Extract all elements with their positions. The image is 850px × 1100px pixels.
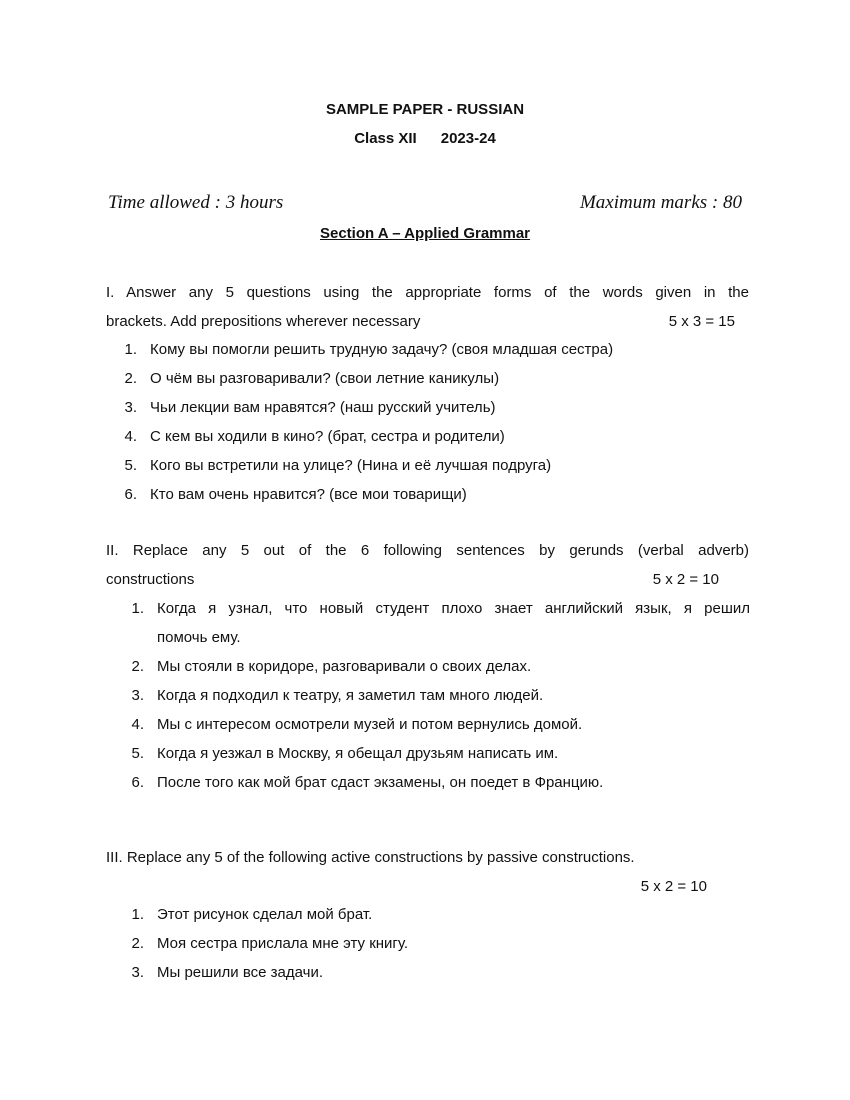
list-item — [113, 480, 753, 509]
question-3-marks: 5 x 2 = 10 — [640, 878, 707, 895]
question-1-line-1: I. Answer any 5 questions using the appropriate forms of the words given in the — [106, 284, 749, 301]
question-3-instructions — [106, 843, 749, 901]
item-text: Моя сестра прислала мне эту книгу. — [157, 935, 409, 952]
paper-title: SAMPLE PAPER - RUSSIAN — [325, 101, 525, 118]
list-item — [120, 710, 750, 739]
item-number: 6. — [124, 486, 137, 503]
item-number: 4. — [124, 428, 137, 445]
item-number: 4. — [131, 716, 144, 733]
question-2-instructions — [106, 536, 749, 594]
question-2-marks: 5 x 2 = 10 — [652, 571, 719, 588]
class-label: Class XII — [354, 130, 417, 147]
list-item — [113, 451, 753, 480]
item-text: Мы стояли в коридоре, разговаривали о своих делах. — [157, 658, 532, 675]
list-item — [120, 652, 750, 681]
item-number: 2. — [131, 658, 144, 675]
item-text — [157, 594, 750, 652]
item-number: 2. — [131, 935, 144, 952]
item-number: 5. — [124, 457, 137, 474]
item-number: 5. — [131, 745, 144, 762]
item-text-line-2: помочь ему. — [157, 629, 241, 646]
list-item — [120, 768, 750, 797]
year-label: 2023-24 — [440, 130, 496, 147]
item-text: Когда я уезжал в Москву, я обещал друзьям написать им. — [157, 745, 559, 762]
item-number: 1. — [124, 341, 137, 358]
item-text: О чём вы разговаривали? (свои летние каникулы) — [150, 370, 500, 387]
item-text: Мы с интересом осмотрели музей и потом вернулись домой. — [157, 716, 583, 733]
item-number: 1. — [131, 600, 144, 617]
question-3-marks-line — [106, 872, 749, 901]
item-text: Мы решили все задачи. — [157, 964, 323, 981]
section-a-heading: Section A – Applied Grammar — [319, 225, 531, 242]
item-text: После того как мой брат сдаст экзамены, он поедет в Францию. — [157, 774, 604, 791]
item-text-line-1: Когда я узнал, что новый студент плохо знает английский язык, я решил — [157, 600, 750, 617]
question-1-instructions — [106, 278, 749, 336]
question-1-list — [113, 335, 753, 509]
list-item — [120, 900, 750, 929]
item-text: Кто вам очень нравится? (все мои товарищи) — [150, 486, 467, 503]
question-1-marks: 5 x 3 = 15 — [668, 313, 735, 330]
item-number: 3. — [131, 687, 144, 704]
item-text: Этот рисунок сделал мой брат. — [157, 906, 373, 923]
list-item — [120, 958, 750, 987]
list-item — [113, 422, 753, 451]
question-2-line-2-text: constructions — [106, 571, 195, 588]
question-2-line-2 — [106, 565, 749, 594]
item-number: 6. — [131, 774, 144, 791]
item-text: Чьи лекции вам нравятся? (наш русский учитель) — [150, 399, 496, 416]
list-item — [113, 393, 753, 422]
question-3-line-1: III. Replace any 5 of the following active constructions by passive constructions. — [106, 849, 635, 866]
list-item — [113, 335, 753, 364]
question-2-line-1: II. Replace any 5 out of the 6 following sentences by gerunds (verbal adverb) — [106, 542, 749, 559]
class-year-line — [0, 130, 850, 147]
item-text: С кем вы ходили в кино? (брат, сестра и родители) — [150, 428, 505, 445]
time-allowed: Time allowed : 3 hours — [108, 192, 284, 213]
item-number: 3. — [124, 399, 137, 416]
list-item — [120, 681, 750, 710]
question-1-line-2 — [106, 307, 749, 336]
question-1-line-2-text: brackets. Add prepositions wherever necessary — [106, 313, 421, 330]
list-item — [120, 929, 750, 958]
item-number: 1. — [131, 906, 144, 923]
question-2-list — [120, 594, 750, 797]
item-text: Когда я подходил к театру, я заметил там много людей. — [157, 687, 544, 704]
item-text: Кого вы встретили на улице? (Нина и её лучшая подруга) — [150, 457, 552, 474]
maximum-marks: Maximum marks : 80 — [579, 192, 742, 213]
list-item — [120, 739, 750, 768]
list-item — [113, 364, 753, 393]
question-3-list — [120, 900, 750, 987]
list-item — [120, 594, 750, 652]
item-number: 2. — [124, 370, 137, 387]
item-number: 3. — [131, 964, 144, 981]
item-text: Кому вы помогли решить трудную задачу? (своя младшая сестра) — [150, 341, 614, 358]
